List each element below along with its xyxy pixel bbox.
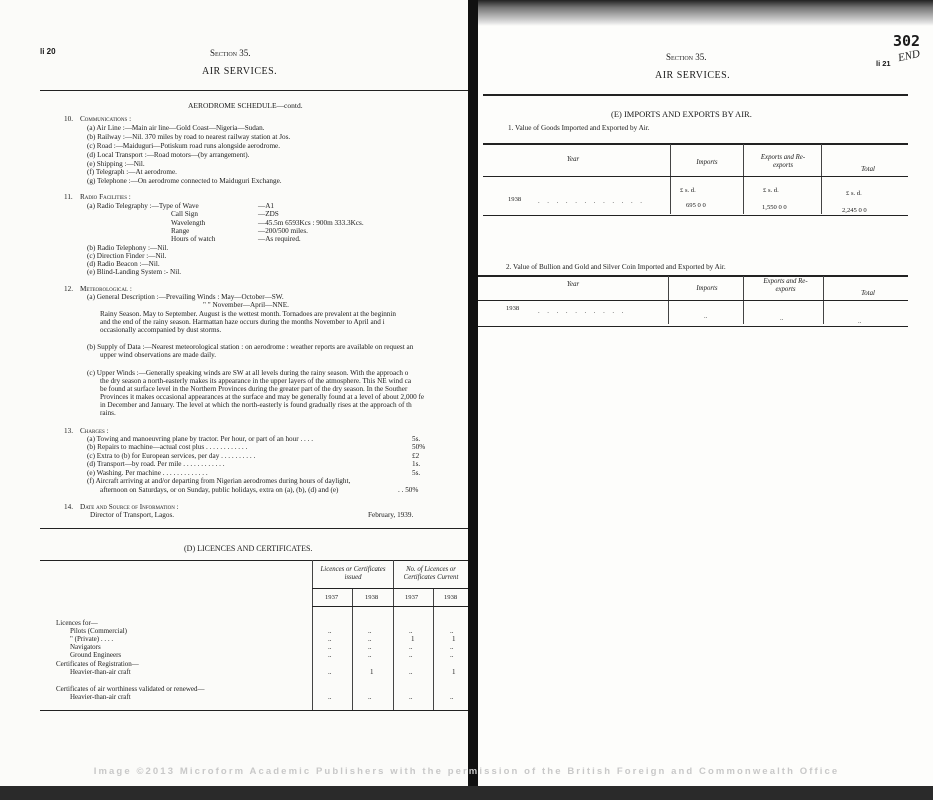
met-c-line: rains. (100, 409, 116, 417)
charge-row-value: 5s. (412, 469, 421, 477)
charge-row-text: afternoon on Saturdays, or on Sunday, public holidays, extra on (a), (b), (d) and (e) (100, 486, 339, 494)
table1-exports-cell: 1,550 0 0 (762, 204, 787, 211)
licence-cell: .. (409, 693, 413, 701)
radio-field-value: —As required. (258, 235, 301, 243)
table2-imports-cell: .. (704, 313, 708, 320)
table1-bottom-rule (483, 215, 908, 216)
met-c-line: the dry season a north-easterly makes its appearance in the upper layers of the atmosphere. This NE wind ca (100, 377, 412, 385)
radio-field-value: —45.5m 6593Kcs : 900m 333.3Kcs. (258, 219, 364, 227)
communications-number: 10. (64, 115, 73, 123)
table1-top-rule (483, 143, 908, 145)
radio-field-label: Wavelength (171, 219, 206, 227)
met-a-line: (a) General Description :—Prevailing Winds : May—October—SW. (87, 293, 284, 301)
comm-item: (e) Shipping :—Nil. (87, 160, 145, 168)
table1-caption: 1. Value of Goods Imported and Exported by Air. (508, 124, 650, 132)
radio-field-label: Range (171, 227, 190, 235)
licence-cell: .. (328, 651, 332, 659)
licence-row-label: Heavier-than-air craft (70, 693, 131, 701)
radio-field-label: Call Sign (171, 210, 198, 218)
licence-cell: .. (368, 693, 372, 701)
radio-item: (b) Radio Telephony :—Nil. (87, 244, 169, 252)
radio-heading: Radio Facilities : (80, 193, 131, 201)
imports-exports-heading: (E) IMPORTS AND EXPORTS BY AIR. (611, 109, 752, 119)
table1-unit: £ s. d. (846, 190, 862, 197)
charges-heading: Charges : (80, 427, 109, 435)
met-a-line: " " November—April—NNE. (203, 301, 289, 309)
licence-row-label: Certificates of Registration— (56, 660, 139, 668)
charge-row-text: (f) Aircraft arriving at and/or departing from Nigerian aerodromes during hours of daylight, (87, 477, 351, 485)
licence-cell: .. (368, 627, 372, 635)
licence-cell: .. (328, 627, 332, 635)
watermark: Image ©2013 Microform Academic Publishers with the permission of the British Foreign and Commonwealth Office (93, 766, 840, 777)
met-c-line: be found at surface level in the Northern Provinces during the greater part of the dry season. In the Souther (100, 385, 408, 393)
licence-cell: .. (328, 635, 332, 643)
table2-total-cell: .. (858, 318, 862, 325)
radio-field-value: —ZDS (258, 210, 279, 218)
met-number: 12. (64, 285, 73, 293)
licence-row-label: " (Private) . . . . (70, 635, 114, 643)
radio-number: 11. (64, 193, 73, 201)
table1-col-total: Total (861, 166, 875, 173)
licences-col-divider (312, 560, 313, 710)
comm-item: (a) Air Line :—Main air line—Gold Coast—Nigeria—Sudan. (87, 124, 265, 132)
left-folio: li 20 (40, 47, 56, 56)
licences-year: 1938 (444, 594, 458, 601)
radio-field-value: —200/500 miles. (258, 227, 308, 235)
table1-col-year: Year (566, 156, 580, 163)
met-a-line: and the end of the rainy season. Harmattan haze occurs during the months November to April and i (100, 318, 385, 326)
met-b-line: upper wind observations are made daily. (100, 351, 217, 359)
licence-row-label: Heavier-than-air craft (70, 668, 131, 676)
table1-total-cell: 2,245 0 0 (842, 207, 867, 214)
page-number: 302 (893, 32, 921, 50)
licence-cell: .. (368, 635, 372, 643)
comm-item: (f) Telegraph :—At aerodrome. (87, 168, 177, 176)
charge-row-value: 5s. (412, 435, 421, 443)
radio-lead: (a) Radio Telegraphy :—Type of Wave (87, 202, 199, 210)
licence-cell: .. (450, 651, 454, 659)
met-c-line: (c) Upper Winds :—Generally speaking winds are SW at all levels during the rainy season. With the approach o (87, 369, 409, 377)
licences-group2-header: No. of Licences or Certificates Current (403, 566, 459, 581)
licences-col-divider (393, 560, 394, 710)
licence-cell: .. (368, 643, 372, 651)
source-text: Director of Transport, Lagos. (90, 511, 175, 519)
radio-type-value: —A1 (258, 202, 274, 210)
radio-field-label: Hours of watch (171, 235, 216, 243)
licences-header-bottom-rule (312, 606, 470, 607)
table1-unit: £ s. d. (680, 187, 696, 194)
source-number: 14. (64, 503, 73, 511)
source-heading: Date and Source of Information : (80, 503, 179, 511)
charge-row-text: (a) Towing and manoeuvring plane by tractor. Per hour, or part of an hour . . . . (87, 435, 314, 443)
licence-cell: 1 (452, 668, 456, 676)
licence-row-label: Navigators (70, 643, 101, 651)
right-page-title: AIR SERVICES. (655, 70, 731, 81)
licence-cell: .. (409, 668, 413, 676)
licences-title: (D) LICENCES AND CERTIFICATES. (184, 544, 313, 553)
met-a-line: Rainy Season. May to September. August is the wettest month. Tornadoes are prevalent at the beginnin (100, 310, 396, 318)
table1-header-rule (483, 176, 908, 177)
table2-col-exports: Exports and Re-exports (763, 278, 808, 293)
licence-cell: .. (328, 643, 332, 651)
charges-number: 13. (64, 427, 73, 435)
right-section-label: Section 35. (666, 52, 707, 62)
met-a-line: occasionally accompanied by dust storms. (100, 326, 222, 334)
licence-cell: .. (328, 668, 332, 676)
table2-header-rule (478, 300, 908, 301)
radio-item: (c) Direction Finder :—Nil. (87, 252, 167, 260)
charge-row-value: 50% (412, 443, 426, 451)
table1-year-cell: 1938 (508, 196, 522, 203)
table2-exports-cell: .. (780, 315, 784, 322)
scan-shadow (478, 0, 933, 26)
licence-cell: .. (450, 627, 454, 635)
table1-col-exports: Exports and Re-exports (760, 154, 806, 169)
schedule-heading: AERODROME SCHEDULE—contd. (188, 101, 303, 110)
source-date: February, 1939. (368, 511, 414, 519)
licence-cell: .. (409, 627, 413, 635)
table2-caption: 2. Value of Bullion and Gold and Silver Coin Imported and Exported by Air. (506, 263, 726, 271)
met-c-line: Provinces it makes occasional appearances at the surface and may be generally found at a level of about 2,000 fe (100, 393, 425, 401)
licences-group1-header: Licences or Certificates issued (320, 566, 386, 581)
licence-cell: .. (409, 651, 413, 659)
charge-row-value: 1s. (412, 460, 421, 468)
comm-item: (c) Road :—Maiduguri—Potiskum road runs alongside aerodrome. (87, 142, 281, 150)
licence-cell: 1 (370, 668, 374, 676)
end-mark: END (896, 47, 922, 65)
comm-item: (g) Telephone :—On aerodrome connected to Maiduguri Exchange. (87, 177, 282, 185)
table2-leader-dots: . . . . . . . . . . (538, 308, 627, 315)
charge-row-text: (e) Washing. Per machine . . . . . . . . . . . . . (87, 469, 208, 477)
charge-row-text: (d) Transport—by road. Per mile . . . . . . . . . . . . (87, 460, 225, 468)
table1-leader-dots: . . . . . . . . . . . . (538, 198, 645, 205)
licence-cell: .. (409, 643, 413, 651)
licences-year: 1937 (325, 594, 339, 601)
right-title-rule (483, 94, 908, 96)
charge-row-text: (b) Repairs to machine—actual cost plus . . . . . . . . . . . . (87, 443, 248, 451)
licence-cell: .. (328, 693, 332, 701)
communications-heading: Communications : (80, 115, 132, 123)
radio-item: (e) Blind-Landing System :- Nil. (87, 268, 182, 276)
licence-row-label: Certificates of air worthiness validated or renewed— (56, 685, 205, 693)
met-b-line: (b) Supply of Data :—Nearest meteorological station : on aerodrome : weather reports are available on request an (87, 343, 414, 351)
comm-item: (d) Local Transport :—Road motors—(by arrangement). (87, 151, 250, 159)
licence-cell: .. (450, 643, 454, 651)
licences-bottom-rule (40, 710, 470, 711)
charge-row-value: . . 50% (398, 486, 419, 494)
licences-subheader-rule (312, 588, 470, 589)
licences-year: 1937 (405, 594, 419, 601)
table2-bottom-rule (478, 326, 908, 327)
table2-top-rule (478, 275, 908, 277)
licence-row-label: Ground Engineers (70, 651, 122, 659)
table2-col-imports: Imports (696, 285, 718, 292)
left-title-rule (40, 90, 470, 91)
licence-cell: .. (368, 651, 372, 659)
right-page (478, 0, 933, 800)
left-section-label: Section 35. (210, 48, 251, 58)
table1-imports-cell: 695 0 0 (686, 202, 706, 209)
licence-row-label: Licences for— (56, 619, 98, 627)
charge-row-value: £2 (412, 452, 420, 460)
charge-row-text: (c) Extra to (b) for European services, per day . . . . . . . . . . (87, 452, 256, 460)
scan-bottom-border (0, 786, 933, 800)
licence-cell: .. (450, 693, 454, 701)
table2-col-year: Year (566, 281, 580, 288)
right-folio: li 21 (876, 59, 891, 68)
table1-col-imports: Imports (696, 159, 718, 166)
licences-top-rule (40, 560, 470, 561)
table1-col-divider (743, 144, 744, 214)
table2-col-total: Total (861, 290, 875, 297)
met-c-line: in December and January. The level at which the north-easterly is found gradually rises at the approach of th (100, 401, 412, 409)
table2-year-cell: 1938 (506, 305, 520, 312)
left-section-rule (40, 528, 470, 529)
left-page-title: AIR SERVICES. (202, 66, 278, 77)
met-heading: Meteorological : (80, 285, 132, 293)
table1-unit: £ s. d. (763, 187, 779, 194)
radio-item: (d) Radio Beacon :—Nil. (87, 260, 160, 268)
licence-cell: 1 (411, 635, 415, 643)
table1-col-divider (821, 144, 822, 214)
comm-item: (b) Railway :—Nil. 370 miles by road to nearest railway station at Jos. (87, 133, 291, 141)
licence-row-label: Pilots (Commercial) (70, 627, 127, 635)
table1-col-divider (670, 144, 671, 214)
licences-year: 1938 (365, 594, 379, 601)
licence-cell: 1 (452, 635, 456, 643)
